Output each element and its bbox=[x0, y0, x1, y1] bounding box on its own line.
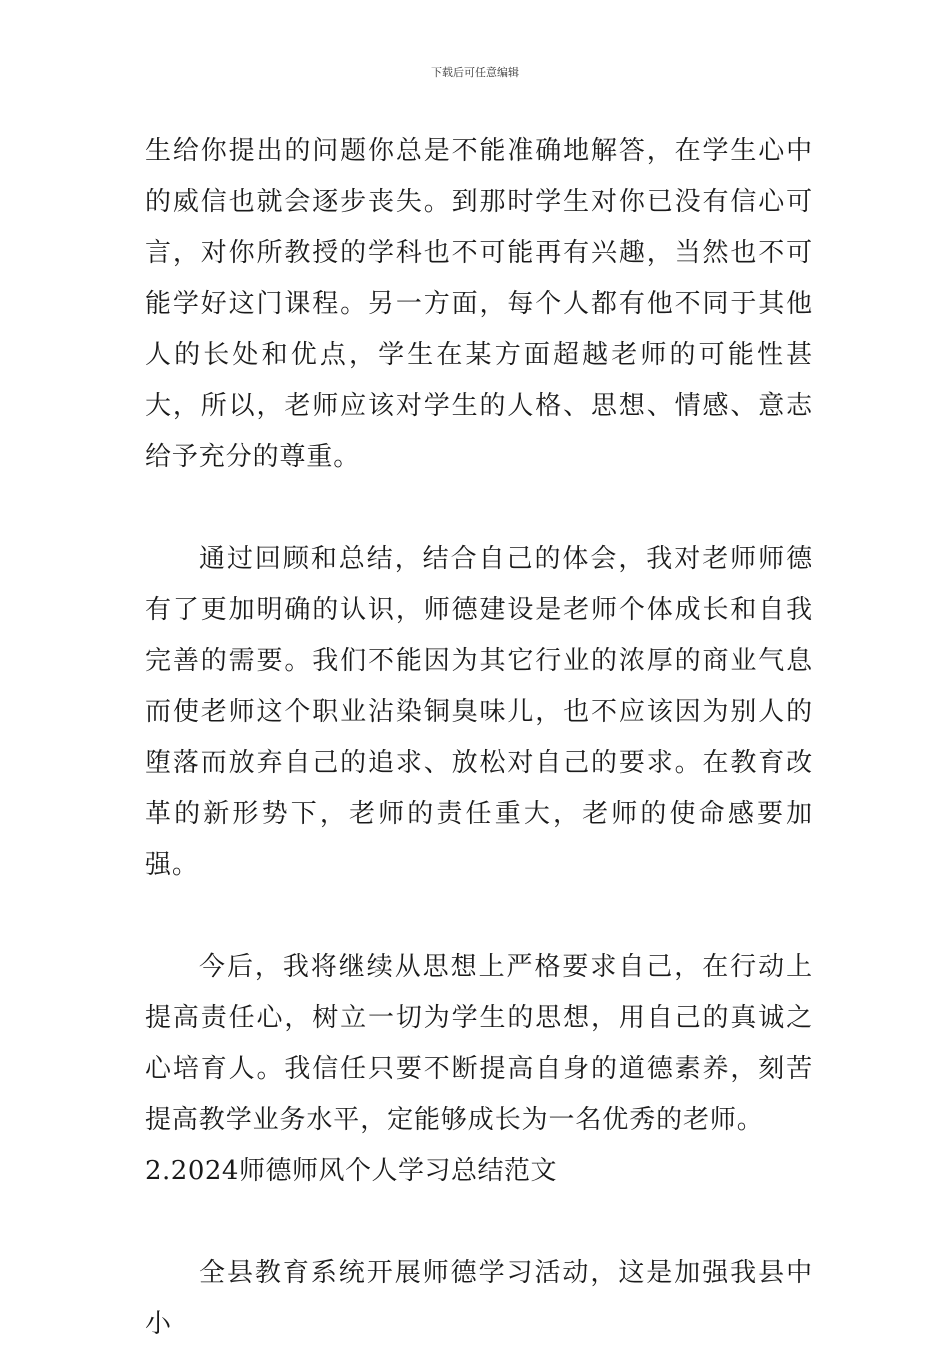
paragraph-3: 今后，我将继续从思想上严格要求自己，在行动上提高责任心，树立一切为学生的思想，用自己的真诚之心培育人。我信任只要不断提高自身的道德素养，刻苦提高教学业务水平，定能够成长为一名优秀的老师。 bbox=[145, 952, 813, 1135]
page-header: 下载后可任意编辑 bbox=[431, 66, 519, 79]
document-body bbox=[145, 126, 813, 1350]
section-heading: 2.2024师德师风个人学习总结范文 bbox=[145, 1156, 557, 1186]
paragraph-4: 全县教育系统开展师德学习活动，这是加强我县中小 bbox=[145, 1258, 813, 1339]
paragraph-1: 生给你提出的问题你总是不能准确地解答，在学生心中的威信也就会逐步丧失。到那时学生对你已没有信心可言，对你所教授的学科也不可能再有兴趣，当然也不可能学好这门课程。另一方面，每个人都有他不同于其他人的长处和优点，学生在某方面超越老师的可能性甚大，所以，老师应该对学生的人格、思想、情感、意志给予充分的尊重。 bbox=[145, 136, 813, 472]
paragraph-2: 通过回顾和总结，结合自己的体会，我对老师师德有了更加明确的认识，师德建设是老师个体成长和自我完善的需要。我们不能因为其它行业的浓厚的商业气息而使老师这个职业沾染铜臭味儿，也不应该因为别人的堕落而放弃自己的追求、放松对自己的要求。在教育改革的新形势下，老师的责任重大，老师的使命感要加强。 bbox=[145, 544, 813, 880]
